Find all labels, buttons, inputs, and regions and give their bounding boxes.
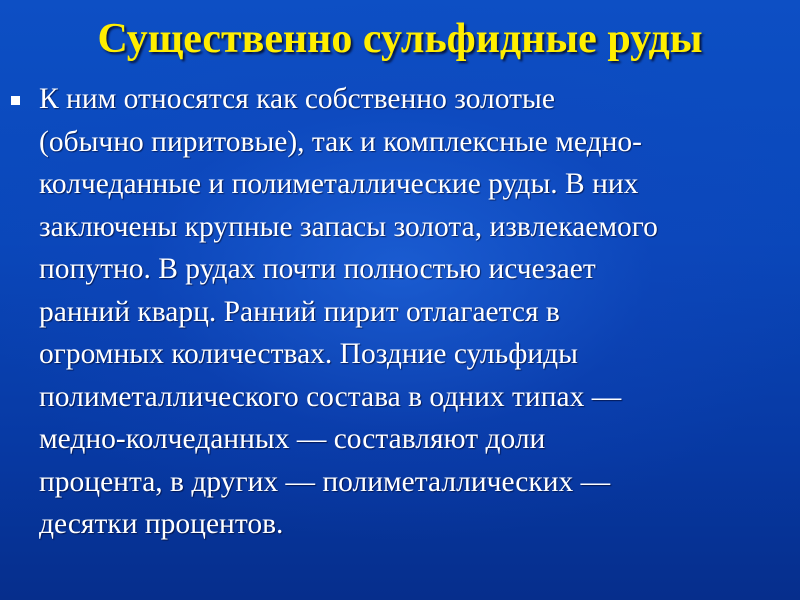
text-line: колчеданные и полиметаллические руды. В них (39, 168, 639, 200)
text-line: К ним относятся как собственно золотые (39, 83, 555, 115)
text-line: огромных количествах. Поздние сульфиды (39, 338, 578, 370)
text-line: десятки процентов. (39, 508, 284, 540)
slide-title: Существенно сульфидные руды (97, 16, 703, 62)
text-line: ранний кварц. Ранний пирит отлагается в (39, 295, 560, 328)
text-line: заключены крупные запасы золота, извлекаемого (39, 210, 658, 243)
bullet-text (39, 78, 799, 546)
text-line: (обычно пиритовые), так и комплексные медно- (39, 125, 642, 158)
text-line: медно-колчеданных — составляют доли (39, 423, 546, 455)
text-line: попутно. В рудах почти полностью исчезает (39, 253, 596, 285)
square-bullet-icon (11, 96, 20, 105)
text-line: процента, в других — полиметаллических — (39, 465, 611, 498)
text-line: полиметаллического состава в одних типах — (39, 380, 622, 413)
